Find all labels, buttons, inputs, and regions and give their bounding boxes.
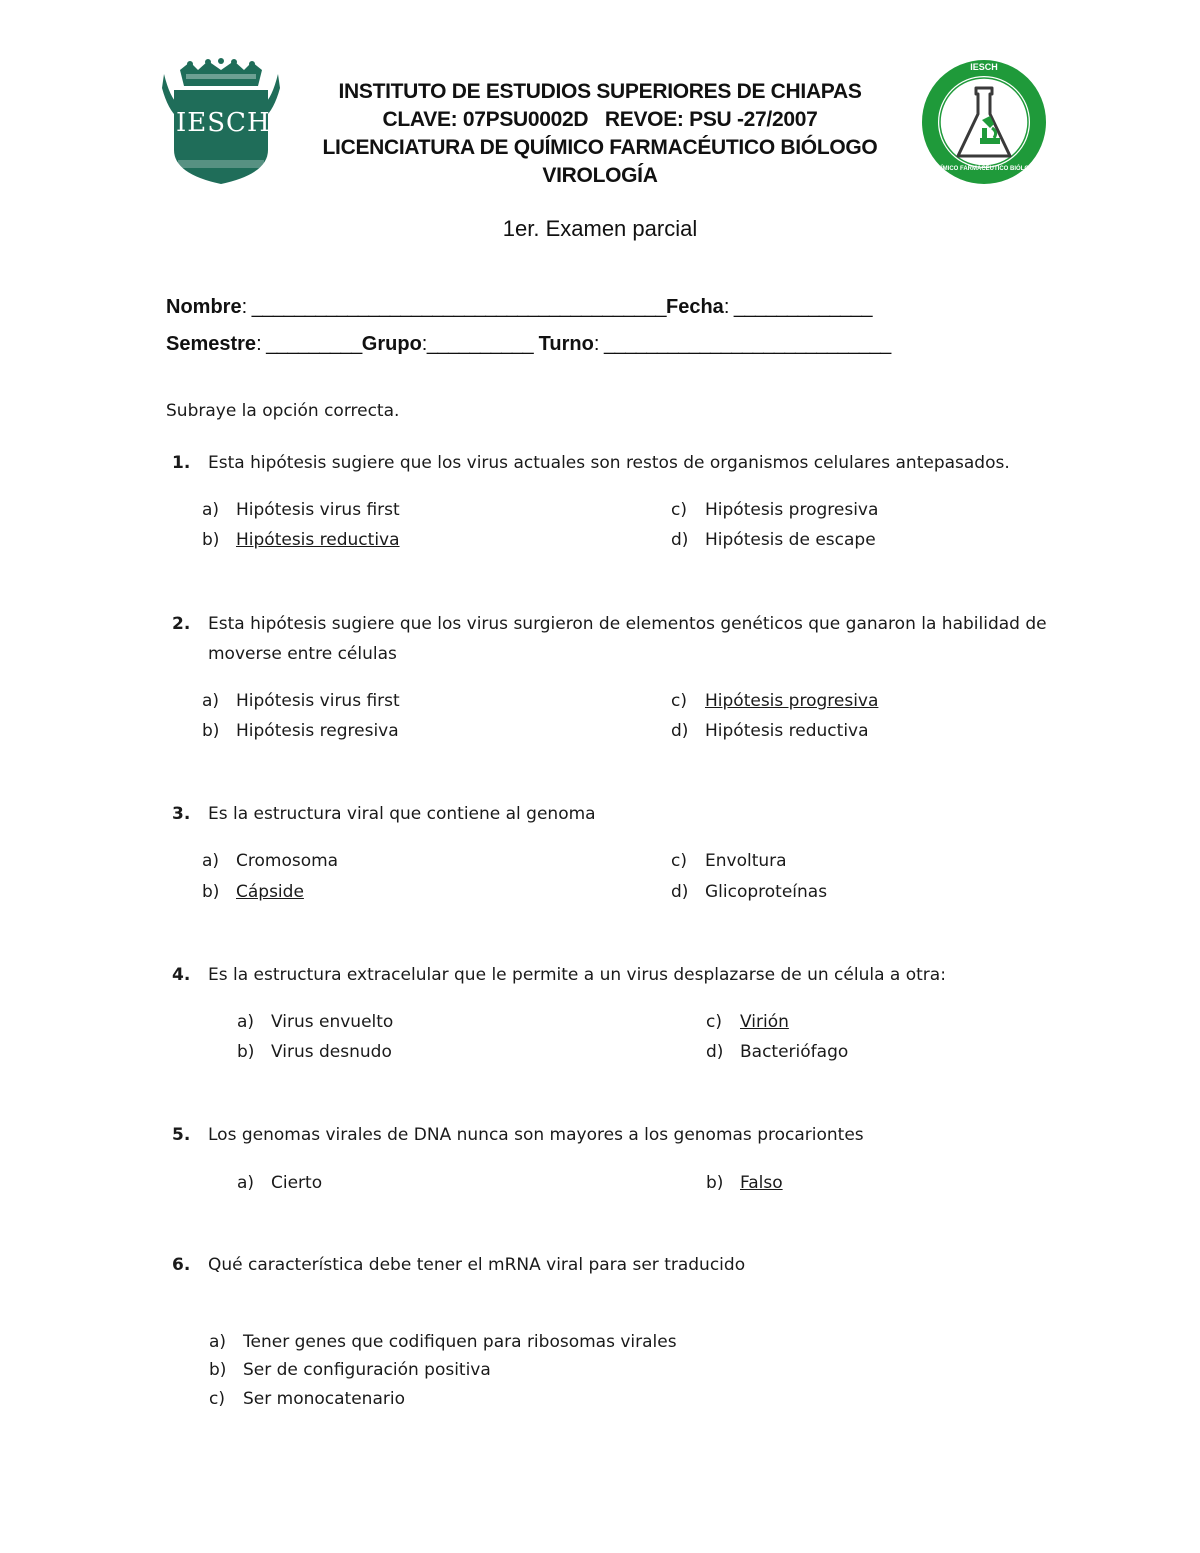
option-a[interactable] <box>202 691 400 711</box>
option-d[interactable] <box>706 1042 848 1062</box>
option-text: Virión <box>740 1012 789 1032</box>
turno-label: Turno <box>538 333 594 355</box>
option-letter: c) <box>706 1012 722 1032</box>
question-number: 4. <box>172 965 191 985</box>
option-c[interactable] <box>209 1389 405 1409</box>
option-b[interactable] <box>706 1173 783 1193</box>
option-letter: d) <box>671 530 689 550</box>
option-text: Hipótesis reductiva <box>236 530 400 550</box>
question-3 <box>172 799 1052 829</box>
option-letter: c) <box>671 851 687 871</box>
option-letter: a) <box>209 1332 227 1352</box>
option-letter: c) <box>671 691 687 711</box>
option-text: Virus desnudo <box>271 1042 392 1062</box>
question-6 <box>172 1250 1052 1280</box>
option-text: Hipótesis progresiva <box>705 691 879 711</box>
question-stem: Esta hipótesis sugiere que los virus surgieron de elementos genéticos que ganaron la habilidad de moverse entre células <box>208 614 1047 664</box>
option-letter: a) <box>202 691 220 711</box>
option-text: Cierto <box>271 1173 323 1193</box>
option-c[interactable] <box>671 691 878 711</box>
question-stem: Los genomas virales de DNA nunca son mayores a los genomas procariontes <box>208 1125 864 1145</box>
question-number: 5. <box>172 1125 191 1145</box>
question-2 <box>172 609 1052 669</box>
option-text: Hipótesis progresiva <box>705 500 879 520</box>
option-a[interactable] <box>209 1332 677 1352</box>
option-d[interactable] <box>671 721 869 741</box>
question-stem: Es la estructura viral que contiene al genoma <box>208 804 596 824</box>
option-letter: d) <box>706 1042 724 1062</box>
option-b[interactable] <box>202 721 399 741</box>
option-a[interactable] <box>202 851 338 871</box>
turno-field[interactable]: : ___________________________ <box>593 333 891 355</box>
option-letter: b) <box>237 1042 255 1062</box>
option-letter: a) <box>202 851 220 871</box>
option-letter: a) <box>237 1012 255 1032</box>
option-text: Ser monocatenario <box>243 1389 405 1409</box>
option-c[interactable] <box>706 1012 789 1032</box>
option-c[interactable] <box>671 500 878 520</box>
question-1 <box>172 448 1052 478</box>
option-letter: b) <box>706 1173 724 1193</box>
option-text: Ser de configuración positiva <box>243 1360 491 1380</box>
student-info-fields <box>166 296 1046 370</box>
option-text: Envoltura <box>705 851 787 871</box>
option-letter: b) <box>209 1360 227 1380</box>
option-text: Hipótesis de escape <box>705 530 876 550</box>
question-number: 2. <box>172 614 191 634</box>
option-letter: b) <box>202 530 220 550</box>
clave-revoe: CLAVE: 07PSU0002D REVOE: PSU -27/2007 <box>382 108 818 131</box>
nombre-fecha-line <box>166 296 1046 333</box>
instruction-text: Subraye la opción correcta. <box>166 401 400 421</box>
fecha-label: Fecha <box>666 296 724 318</box>
option-text: Cromosoma <box>236 851 339 871</box>
grupo-label: Grupo <box>361 333 422 355</box>
option-letter: a) <box>202 500 220 520</box>
nombre-label: Nombre <box>166 296 242 318</box>
question-number: 1. <box>172 453 191 473</box>
option-text: Bacteriófago <box>740 1042 849 1062</box>
option-text: Virus envuelto <box>271 1012 394 1032</box>
question-number: 3. <box>172 804 191 824</box>
institution-header <box>300 78 900 190</box>
option-letter: a) <box>237 1173 255 1193</box>
qfb-logo-top-text: IESCH <box>970 62 998 72</box>
question-number: 6. <box>172 1255 191 1275</box>
option-d[interactable] <box>671 530 876 550</box>
degree-name: LICENCIATURA DE QUÍMICO FARMACÉUTICO BIÓLOGO <box>322 136 878 159</box>
option-text: Tener genes que codifiquen para ribosomas virales <box>243 1332 677 1352</box>
option-letter: b) <box>202 882 220 902</box>
option-b[interactable] <box>202 530 400 550</box>
option-text: Cápside <box>236 882 304 902</box>
qfb-logo-ring-text: QUÍMICO FARMACÉUTICO BIÓLOGO <box>932 166 1039 172</box>
option-text: Hipótesis virus first <box>236 691 400 711</box>
option-letter: c) <box>209 1389 225 1409</box>
semestre-grupo-turno-line <box>166 333 1046 370</box>
option-a[interactable] <box>237 1012 393 1032</box>
question-stem: Es la estructura extracelular que le permite a un virus desplazarse de un célula a otra: <box>208 965 946 985</box>
option-b[interactable] <box>209 1360 491 1380</box>
option-text: Hipótesis virus first <box>236 500 400 520</box>
question-5 <box>172 1120 1052 1150</box>
option-b[interactable] <box>237 1042 392 1062</box>
question-stem: Esta hipótesis sugiere que los virus actuales son restos de organismos celulares antepasados. <box>208 453 1010 473</box>
semestre-label: Semestre <box>166 333 257 355</box>
option-letter: b) <box>202 721 220 741</box>
institution-name: INSTITUTO DE ESTUDIOS SUPERIORES DE CHIAPAS <box>338 80 862 103</box>
semestre-field[interactable]: : _________ <box>256 333 362 355</box>
nombre-field[interactable]: : _______________________________________ <box>241 296 666 318</box>
question-stem: Qué característica debe tener el mRNA viral para ser traducido <box>208 1255 746 1275</box>
fecha-field[interactable]: : _____________ <box>723 296 873 318</box>
subject-name: VIROLOGÍA <box>542 164 658 187</box>
option-c[interactable] <box>671 851 787 871</box>
option-text: Hipótesis reductiva <box>705 721 869 741</box>
exam-title: 1er. Examen parcial <box>502 216 698 241</box>
option-letter: c) <box>671 500 687 520</box>
option-d[interactable] <box>671 882 827 902</box>
option-b[interactable] <box>202 882 304 902</box>
option-letter: d) <box>671 882 689 902</box>
option-a[interactable] <box>202 500 400 520</box>
iesch-logo-text: IESCH <box>176 108 271 138</box>
option-text: Glicoproteínas <box>705 882 828 902</box>
option-a[interactable] <box>237 1173 322 1193</box>
option-text: Hipótesis regresiva <box>236 721 399 741</box>
question-4 <box>172 960 1052 990</box>
option-text: Falso <box>740 1173 783 1193</box>
option-letter: d) <box>671 721 689 741</box>
grupo-field[interactable]: :__________ <box>421 333 534 355</box>
